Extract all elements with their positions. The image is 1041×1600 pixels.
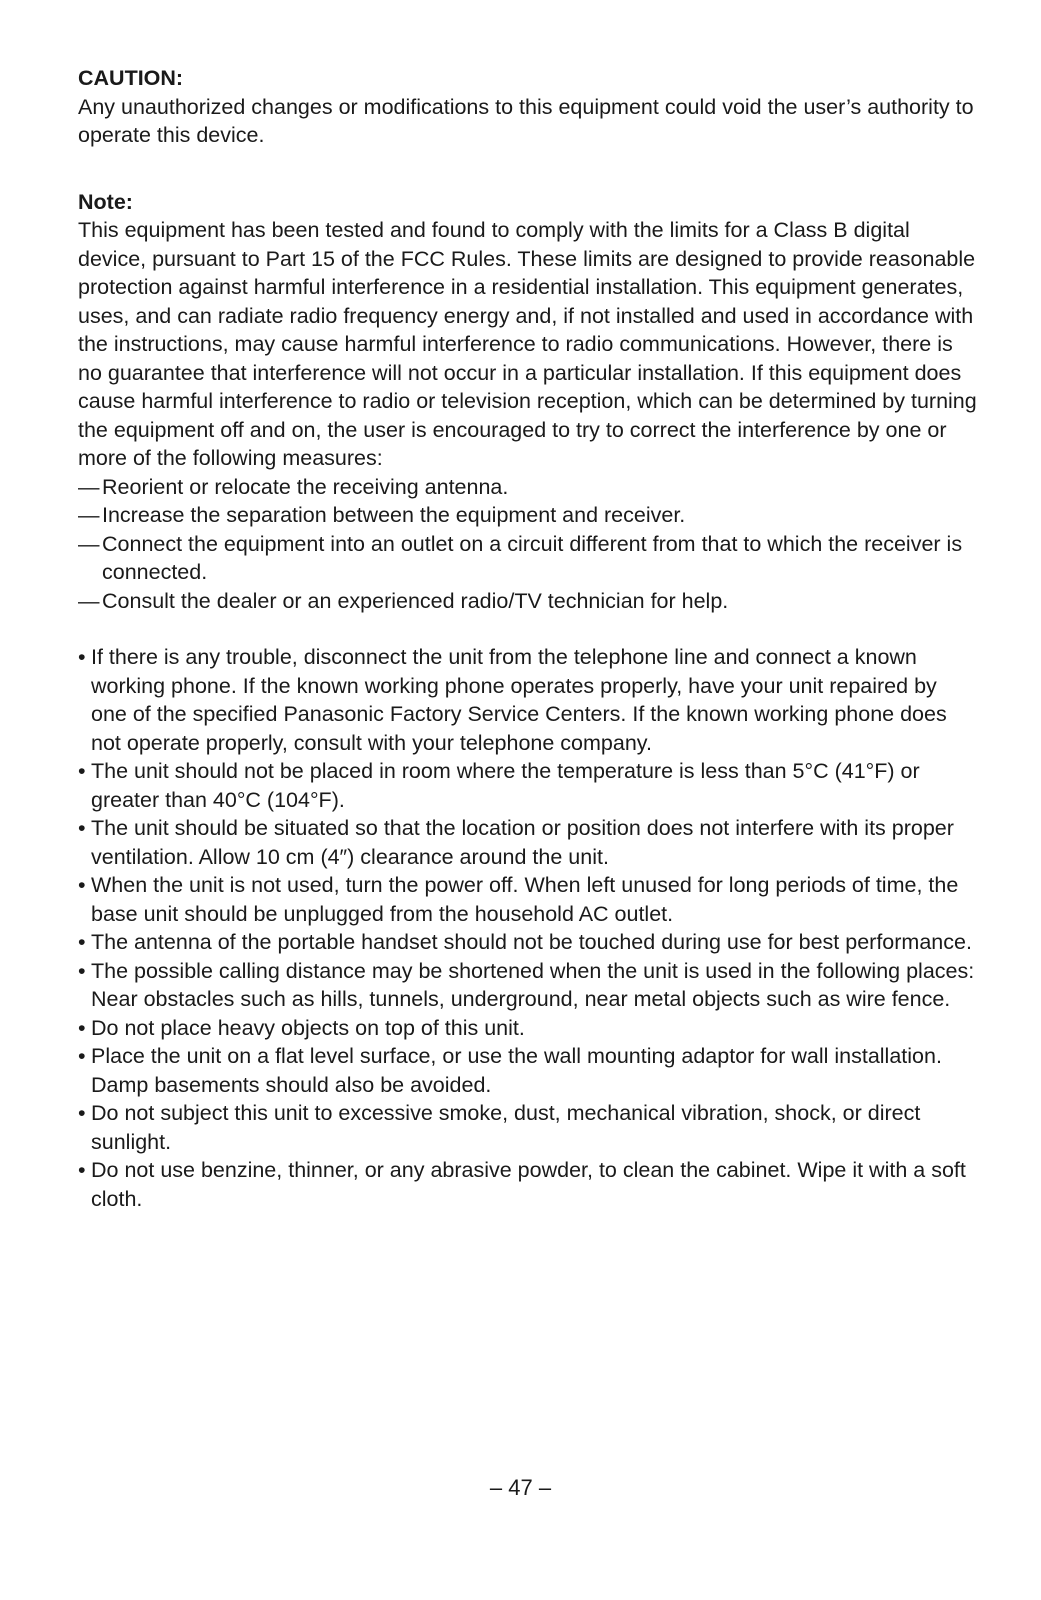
precaution-item (78, 757, 978, 814)
bullet-mark: • (78, 958, 86, 983)
precaution-item (78, 1042, 978, 1099)
precaution-item (78, 643, 978, 757)
precaution-text: If there is any trouble, disconnect the unit from the telephone line and connect a known working phone. If the known working phone operates properly, have your unit repaired by one of the specified Panasonic Factory Service Centers. If the known working phone does not operate properly, consult with your telephone company. (91, 645, 947, 755)
precaution-item (78, 928, 978, 957)
precaution-text: Do not subject this unit to excessive smoke, dust, mechanical vibration, shock, or direct sunlight. (91, 1101, 921, 1154)
dash-mark: — (78, 588, 100, 613)
measure-text: Consult the dealer or an experienced radio/TV technician for help. (102, 588, 729, 613)
precaution-item (78, 1014, 978, 1043)
caution-heading: CAUTION: (78, 66, 184, 90)
precaution-item (78, 1099, 978, 1156)
precaution-text: Do not place heavy objects on top of this unit. (91, 1015, 525, 1040)
dash-mark: — (78, 474, 100, 499)
note-text: This equipment has been tested and found to comply with the limits for a Class B digital device, pursuant to Part 15 of the FCC Rules. These limits are designed to provide reasonable protection against harmful interference in a residential installation. This equipment generates, uses, and can radiate radio frequency energy and, if not installed and used in accordance with the instructions, may cause harmful interference to radio communications. However, there is no guarantee that interference will not occur in a particular installation. If this equipment does cause harmful interference to radio or television reception, which can be determined by turning the equipment off and on, the user is encouraged to try to correct the interference by one or more of the following measures: (78, 218, 977, 470)
measures-list (78, 473, 978, 616)
bullet-mark: • (78, 1044, 86, 1068)
bullet-mark: • (78, 645, 86, 669)
measure-text: Connect the equipment into an outlet on a circuit different from that to which the receiver is connected. (102, 531, 963, 584)
bullet-mark: • (78, 1015, 86, 1040)
precaution-text: Place the unit on a flat level surface, or use the wall mounting adaptor for wall installation. Damp basements should also be avoided. (91, 1044, 942, 1097)
bullet-mark: • (78, 759, 86, 783)
measure-text: Reorient or relocate the receiving antenna. (102, 474, 509, 499)
bullet-mark: • (78, 1101, 86, 1125)
measure-item (78, 473, 978, 502)
dash-mark: — (78, 503, 100, 527)
note-section (78, 188, 978, 616)
note-heading: Note: (78, 189, 133, 214)
precaution-item (78, 814, 978, 871)
precaution-text: The unit should not be placed in room where the temperature is less than 5°C (41°F) or greater than 40°C (104°F). (91, 759, 920, 812)
bullet-mark: • (78, 1158, 86, 1182)
precaution-text: The antenna of the portable handset should not be touched during use for best performance. (91, 930, 972, 954)
measure-item (78, 501, 978, 530)
bullet-mark: • (78, 816, 86, 840)
measure-item (78, 587, 978, 616)
manual-page (78, 64, 978, 1213)
caution-section (78, 64, 978, 150)
precaution-item (78, 871, 978, 928)
caution-text: Any unauthorized changes or modifications to this equipment could void the user’s authority to operate this device. (78, 94, 974, 147)
measure-text: Increase the separation between the equipment and receiver. (102, 503, 686, 527)
precaution-text: Do not use benzine, thinner, or any abrasive powder, to clean the cabinet. Wipe it with a soft cloth. (91, 1158, 966, 1211)
calling-distance-places: Near obstacles such as hills, tunnels, underground, near metal objects such as wire fence. (91, 987, 951, 1011)
precaution-text: The possible calling distance may be shortened when the unit is used in the following places: (91, 958, 975, 983)
dash-mark: — (78, 531, 100, 556)
precaution-text: The unit should be situated so that the location or position does not interfere with its proper ventilation. Allow 10 cm (4″) clearance around the unit. (91, 816, 954, 869)
measure-item (78, 530, 978, 587)
page-number: – 47 – (489, 1475, 552, 1500)
precautions-list (78, 643, 978, 1213)
bullet-mark: • (78, 930, 86, 954)
precaution-text: When the unit is not used, turn the power off. When left unused for long periods of time, the base unit should be unplugged from the household AC outlet. (91, 873, 959, 926)
precaution-item (78, 957, 978, 1014)
bullet-mark: • (78, 873, 86, 897)
precaution-item (78, 1156, 978, 1213)
